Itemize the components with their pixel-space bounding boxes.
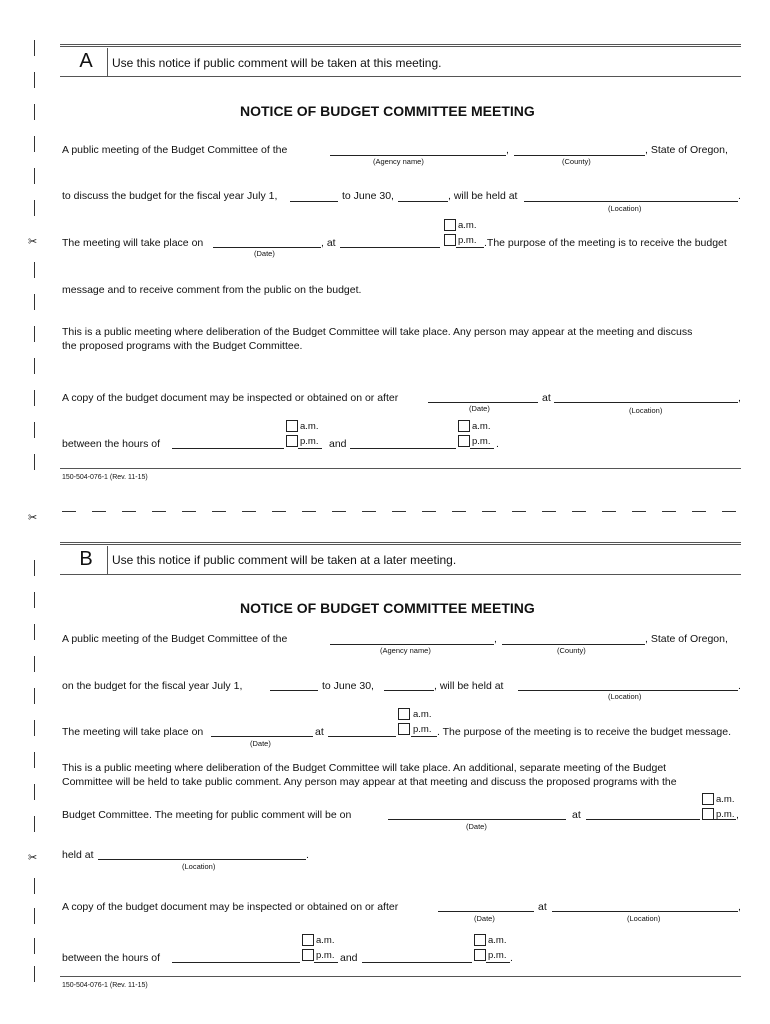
copy-date-label: (Date) — [469, 404, 490, 413]
copy-location-label: (Location) — [629, 406, 663, 415]
pm-label: p.m. — [458, 235, 477, 246]
cut-dash — [632, 511, 646, 512]
margin-mark — [34, 200, 35, 216]
section-a-rule — [60, 468, 741, 469]
cut-dash — [62, 511, 76, 512]
county-field[interactable] — [514, 155, 645, 156]
cut-dash — [722, 511, 736, 512]
date-label: (Date) — [250, 739, 271, 748]
location-label: (Location) — [608, 204, 642, 213]
scissors-icon: ✂ — [28, 852, 38, 864]
hours-start-am-label: a.m. — [316, 935, 335, 946]
message-text: message and to receive comment from the public on the budget. — [62, 284, 362, 296]
meeting-date-field[interactable] — [211, 736, 313, 737]
fiscal-year-text: on the budget for the fiscal year July 1, — [62, 680, 243, 692]
scissors-icon: ✂ — [28, 236, 38, 248]
at-text: at — [315, 726, 324, 738]
copy-text: A copy of the budget document may be inspected or obtained on or after — [62, 901, 399, 913]
period: . — [510, 952, 513, 964]
form-number: 150-504-076-1 (Rev. 11-15) — [62, 982, 148, 989]
am-label: a.m. — [413, 709, 432, 720]
to-june-text: to June 30, — [322, 680, 374, 692]
margin-mark — [34, 454, 35, 470]
hours-end-pm-label: p.m. — [488, 950, 507, 961]
margin-mark — [34, 784, 35, 800]
margin-mark — [34, 326, 35, 342]
and-text: and — [329, 438, 347, 450]
comment-time-field[interactable] — [586, 819, 700, 820]
comment-at-text: at — [572, 809, 581, 821]
agency-name-label: (Agency name) — [373, 157, 424, 166]
date-label: (Date) — [254, 249, 275, 258]
fiscal-year-text: to discuss the budget for the fiscal year July 1, — [62, 190, 278, 202]
cut-dash — [542, 511, 556, 512]
at-text: , at — [321, 237, 336, 249]
margin-mark — [34, 656, 35, 672]
cut-dash — [212, 511, 226, 512]
hours-start-pm-label: p.m. — [316, 950, 335, 961]
hours-end-pm-checkbox[interactable] — [474, 949, 486, 961]
pm-checkbox[interactable] — [398, 723, 410, 735]
pm-underline — [456, 247, 484, 248]
margin-mark — [34, 390, 35, 406]
intro-text: A public meeting of the Budget Committee of the — [62, 144, 288, 156]
copy-date-label: (Date) — [474, 914, 495, 923]
comment-location-field[interactable] — [98, 859, 306, 860]
pm-checkbox[interactable] — [444, 234, 456, 246]
margin-mark — [34, 136, 35, 152]
copy-date-field[interactable] — [428, 402, 538, 403]
margin-mark — [34, 938, 35, 954]
public-paragraph-line1: This is a public meeting where deliberation of the Budget Committee will take place. Any person may appear at the meeting and discuss — [62, 326, 693, 338]
held-at-text: , will be held at — [434, 680, 504, 692]
copy-comma: , — [738, 392, 741, 404]
margin-mark — [34, 878, 35, 894]
copy-text: A copy of the budget document may be inspected or obtained on or after — [62, 392, 399, 404]
county-label: (County) — [562, 157, 591, 166]
hours-end-pm-label: p.m. — [472, 436, 491, 447]
copy-at-text: at — [538, 901, 547, 913]
hours-end-am-checkbox[interactable] — [458, 420, 470, 432]
location-field[interactable] — [524, 201, 738, 202]
comment-pm-checkbox[interactable] — [702, 808, 714, 820]
header-bottom-rule — [60, 574, 741, 575]
pm-underline — [411, 736, 437, 737]
cut-dash — [602, 511, 616, 512]
cut-dash — [152, 511, 166, 512]
copy-location-field[interactable] — [552, 911, 738, 912]
meeting-time-field[interactable] — [340, 247, 440, 248]
pm-comma: , — [736, 809, 739, 821]
comment-location-label: (Location) — [182, 862, 216, 871]
margin-mark — [34, 908, 35, 924]
margin-mark — [34, 720, 35, 736]
meeting-date-field[interactable] — [213, 247, 321, 248]
header-text: Use this notice if public comment will be taken at this meeting. — [112, 56, 442, 70]
held-at-text: , will be held at — [448, 190, 518, 202]
header-divider — [107, 546, 108, 575]
public-paragraph-line1: This is a public meeting where deliberation of the Budget Committee will take place. An additional, separate meeting of the Budget — [62, 762, 667, 774]
notice-title: NOTICE OF BUDGET COMMITTEE MEETING — [240, 600, 535, 616]
cut-dash — [512, 511, 526, 512]
meeting-time-field[interactable] — [328, 736, 396, 737]
margin-mark — [34, 72, 35, 88]
fiscal-start-year-field[interactable] — [270, 690, 318, 691]
copy-location-field[interactable] — [554, 402, 738, 403]
header-top-rule — [60, 44, 741, 47]
cut-dash — [302, 511, 316, 512]
margin-mark — [34, 40, 35, 56]
margin-mark — [34, 560, 35, 576]
pm-label: p.m. — [413, 724, 432, 735]
location-label: (Location) — [608, 692, 642, 701]
margin-mark — [34, 104, 35, 120]
cut-dash — [272, 511, 286, 512]
cut-dash — [422, 511, 436, 512]
cut-dash — [92, 511, 106, 512]
notice-title: NOTICE OF BUDGET COMMITTEE MEETING — [240, 103, 535, 119]
agency-name-label: (Agency name) — [380, 646, 431, 655]
period: . — [496, 438, 499, 450]
hours-end-field[interactable] — [350, 448, 456, 449]
agency-name-field[interactable] — [330, 155, 506, 156]
copy-comma: , — [738, 901, 741, 913]
meeting-place-text: The meeting will take place on — [62, 237, 204, 249]
meeting-place-text: The meeting will take place on — [62, 726, 204, 738]
hours-end-pm-checkbox[interactable] — [458, 435, 470, 447]
copy-location-label: (Location) — [627, 914, 661, 923]
cut-dash — [452, 511, 466, 512]
period: . — [306, 849, 309, 861]
fiscal-start-year-field[interactable] — [290, 201, 338, 202]
comment-pm-label: p.m. — [716, 809, 735, 820]
scissors-icon: ✂ — [28, 512, 38, 524]
copy-date-field[interactable] — [438, 911, 534, 912]
cut-dash — [242, 511, 256, 512]
pm-underline — [470, 448, 494, 449]
margin-mark — [34, 262, 35, 278]
header-text: Use this notice if public comment will be taken at a later meeting. — [112, 553, 457, 567]
header-bottom-rule — [60, 76, 741, 77]
between-hours-text: between the hours of — [62, 438, 161, 450]
cut-dash — [482, 511, 496, 512]
hours-start-field[interactable] — [172, 962, 300, 963]
margin-mark — [34, 422, 35, 438]
comment-date-field[interactable] — [388, 819, 566, 820]
margin-mark — [34, 168, 35, 184]
agency-name-field[interactable] — [330, 644, 494, 645]
section-b-rule — [60, 976, 741, 977]
cut-dash — [662, 511, 676, 512]
and-text: and — [340, 952, 358, 964]
section-letter: B — [79, 548, 93, 570]
fiscal-end-year-field[interactable] — [384, 690, 434, 691]
public-paragraph-line2: the proposed programs with the Budget Committee. — [62, 340, 303, 352]
county-label: (County) — [557, 646, 586, 655]
hours-start-pm-label: p.m. — [300, 436, 319, 447]
held-at-text: held at — [62, 849, 94, 861]
cut-dash — [572, 511, 586, 512]
hours-end-field[interactable] — [362, 962, 472, 963]
cut-dash — [392, 511, 406, 512]
comment-am-checkbox[interactable] — [702, 793, 714, 805]
hours-end-am-label: a.m. — [488, 935, 507, 946]
location-field[interactable] — [518, 690, 738, 691]
margin-mark — [34, 752, 35, 768]
hours-start-am-checkbox[interactable] — [302, 934, 314, 946]
cut-dash — [182, 511, 196, 512]
comment-am-label: a.m. — [716, 794, 735, 805]
pm-underline — [314, 962, 338, 963]
purpose-text: .The purpose of the meeting is to receive the budget — [484, 237, 727, 249]
period: . — [738, 680, 741, 692]
state-text: , State of Oregon, — [645, 144, 728, 156]
margin-mark — [34, 592, 35, 608]
margin-mark — [34, 358, 35, 374]
pm-underline — [486, 962, 510, 963]
hours-end-am-label: a.m. — [472, 421, 491, 432]
hours-start-pm-checkbox[interactable] — [286, 435, 298, 447]
cut-dash — [332, 511, 346, 512]
intro-text: A public meeting of the Budget Committee of the — [62, 633, 288, 645]
margin-mark — [34, 624, 35, 640]
hours-end-am-checkbox[interactable] — [474, 934, 486, 946]
section-letter: A — [79, 50, 93, 72]
margin-mark — [34, 816, 35, 832]
public-comment-text: Budget Committee. The meeting for public comment will be on — [62, 809, 352, 821]
state-text: , State of Oregon, — [645, 633, 728, 645]
period: . — [738, 190, 741, 202]
hours-start-am-label: a.m. — [300, 421, 319, 432]
to-june-text: to June 30, — [342, 190, 394, 202]
hours-start-pm-checkbox[interactable] — [302, 949, 314, 961]
pm-underline — [298, 448, 322, 449]
am-label: a.m. — [458, 220, 477, 231]
header-divider — [107, 48, 108, 77]
purpose-text: . The purpose of the meeting is to receive the budget message. — [437, 726, 731, 738]
am-checkbox[interactable] — [444, 219, 456, 231]
pm-underline — [714, 819, 736, 820]
cut-dash — [692, 511, 706, 512]
public-paragraph-line2: Committee will be held to take public comment. Any person may appear at that meeting and discuss the proposed programs with the — [62, 776, 677, 788]
header-top-rule — [60, 542, 741, 545]
am-checkbox[interactable] — [398, 708, 410, 720]
margin-mark — [34, 294, 35, 310]
fiscal-end-year-field[interactable] — [398, 201, 448, 202]
comma: , — [506, 144, 509, 156]
comment-date-label: (Date) — [466, 822, 487, 831]
margin-mark — [34, 688, 35, 704]
margin-mark — [34, 966, 35, 982]
hours-start-am-checkbox[interactable] — [286, 420, 298, 432]
cut-dash — [122, 511, 136, 512]
copy-at-text: at — [542, 392, 551, 404]
county-field[interactable] — [502, 644, 645, 645]
cut-dash — [362, 511, 376, 512]
form-number: 150-504-076-1 (Rev. 11-15) — [62, 474, 148, 481]
hours-start-field[interactable] — [172, 448, 284, 449]
comma: , — [494, 633, 497, 645]
between-hours-text: between the hours of — [62, 952, 161, 964]
